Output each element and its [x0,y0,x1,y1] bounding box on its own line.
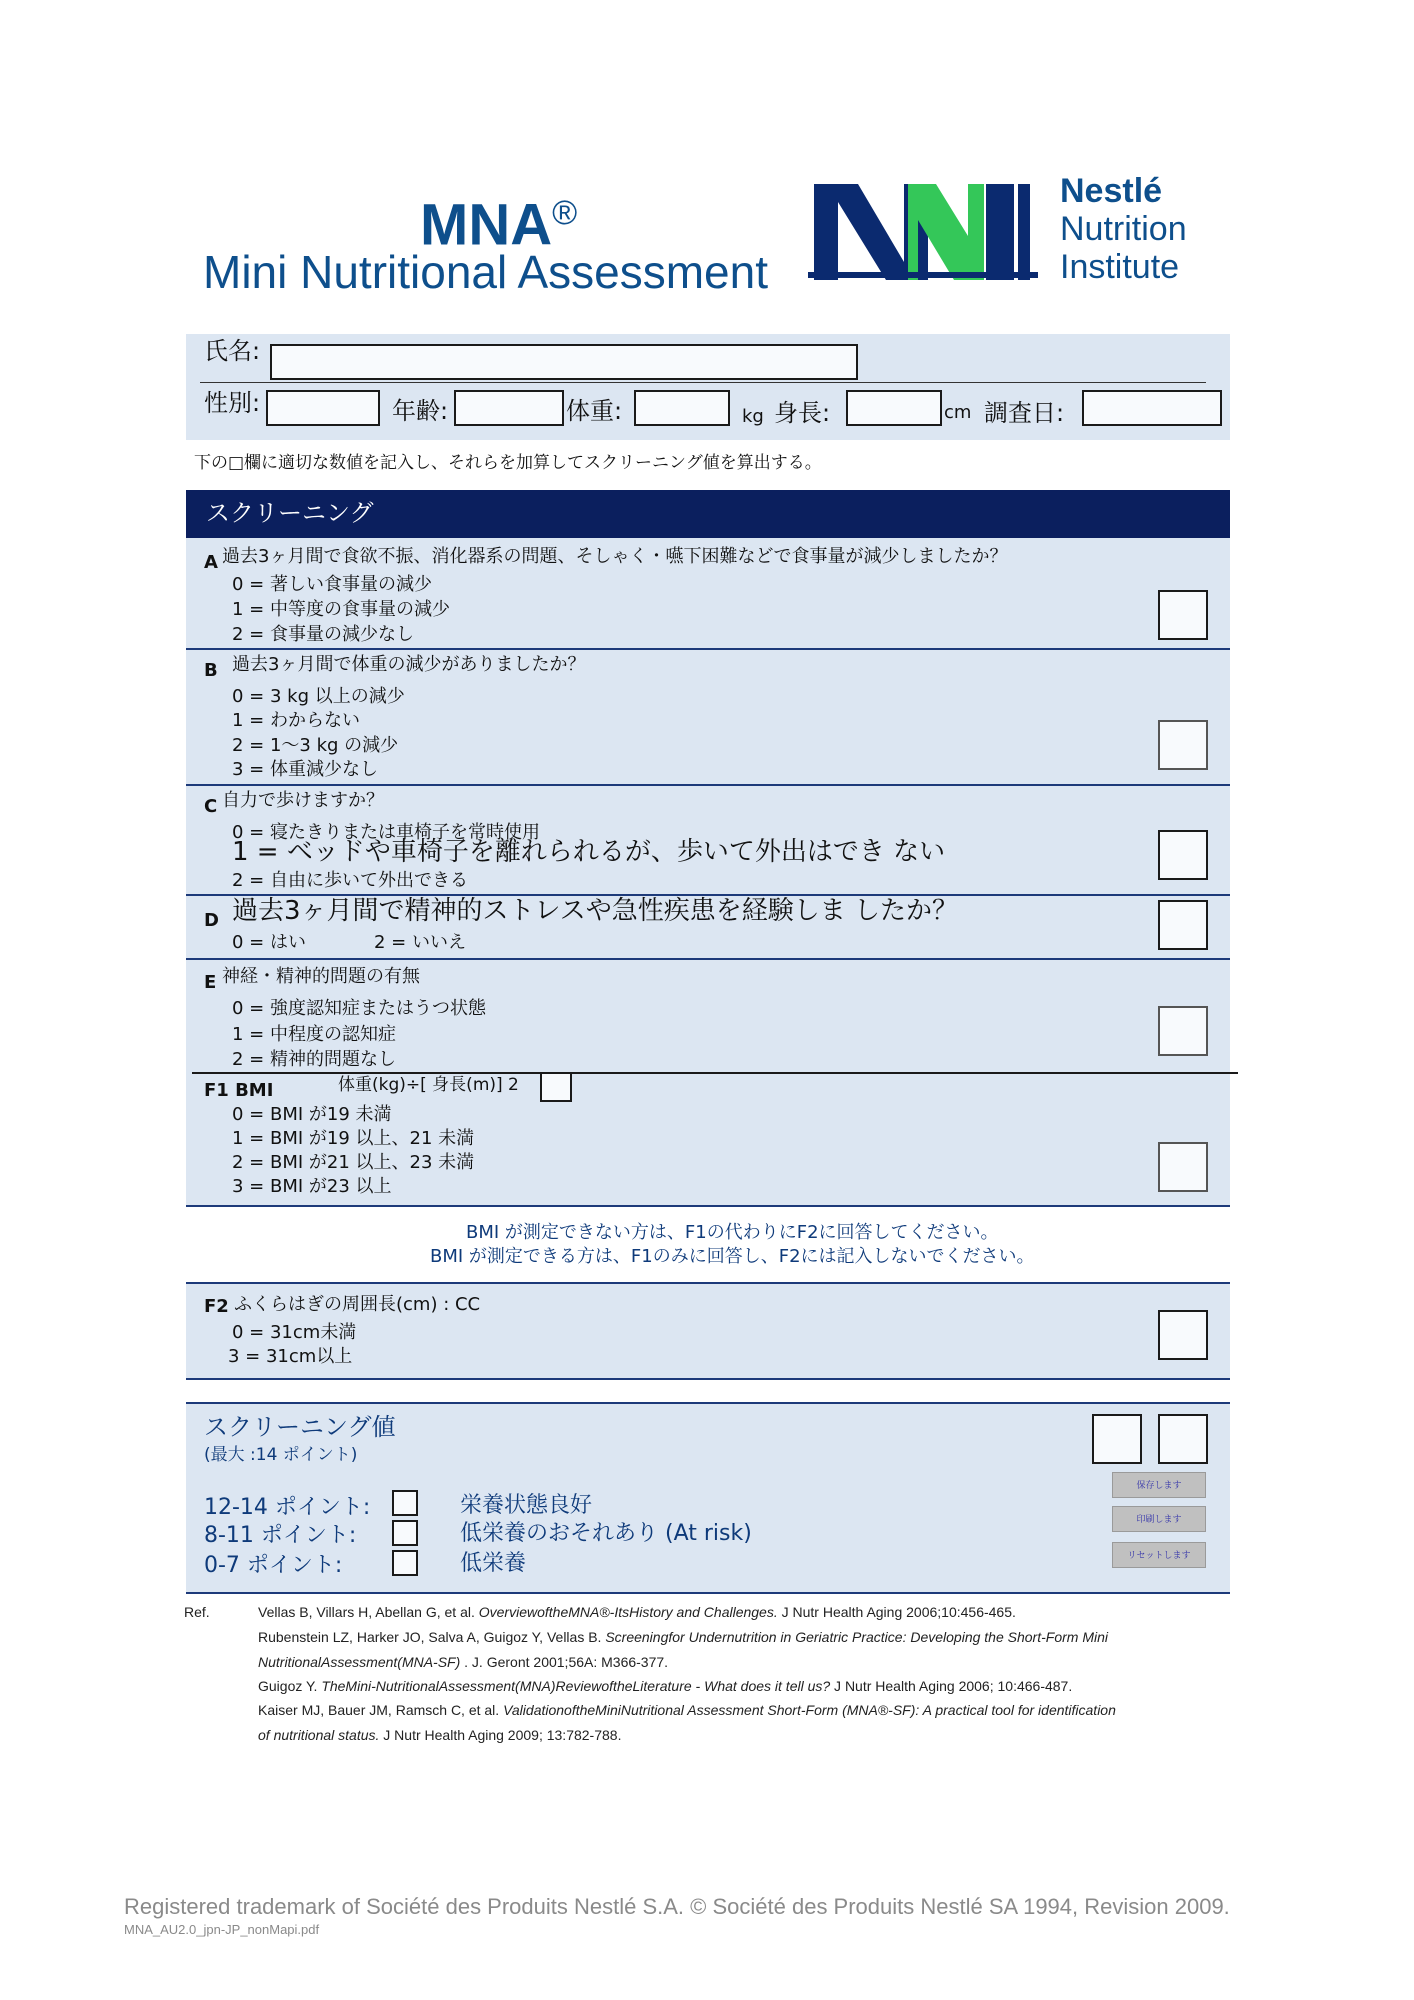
question-a-option-1: 1 = 中等度の食事量の減少 [232,599,450,620]
weight-field[interactable] [634,390,730,426]
file-name: MNA_AU2.0_jpn-JP_nonMapi.pdf [124,1922,320,1937]
score-range-normal: 12-14 ポイント: [204,1495,371,1520]
questions-panel [186,538,1230,1206]
references-label: Ref. [184,1604,210,1620]
question-e-letter: E [204,972,217,993]
reference-2: Rubenstein LZ, Harker JO, Salva A, Guigoz Y, Vellas B. Screeningfor Undernutrition in Geriatric Practice: Developing the Short-Form Mini [258,1629,1108,1645]
score-at-risk-checkbox[interactable] [392,1520,418,1546]
score-title: スクリーニング値 [204,1413,396,1441]
question-a-option-0: 0 = 著しい食事量の減少 [232,574,432,595]
score-range-malnourished: 0-7 ポイント: [204,1553,343,1578]
question-e-option-0: 0 = 強度認知症またはうつ状態 [232,998,486,1019]
height-field[interactable] [846,390,942,426]
question-a-option-2: 2 = 食事量の減少なし [232,624,414,645]
reference-2-cont: NutritionalAssessment(MNA-SF) . J. Geront 2001;56A: M366-377. [258,1654,669,1670]
divider-a-b [186,648,1230,650]
score-normal-checkbox[interactable] [392,1490,418,1516]
bmi-value-box[interactable] [540,1072,572,1102]
question-f2-option-0: 0 = 31cm未満 [232,1322,357,1343]
mna-subtitle: Mini Nutritional Assessment [203,246,768,298]
question-d-letter: D [204,910,219,931]
question-d-score-box[interactable] [1158,900,1208,950]
question-e-score-box[interactable] [1158,1006,1208,1056]
question-f1-option-3: 3 = BMI が23 以上 [232,1176,392,1197]
question-d-option-1: 2 = いいえ [374,932,466,953]
trademark-footer: Registered trademark of Société des Produits Nestlé S.A. © Société des Produits Nestlé SA 1994, Revision 2009. [124,1894,1230,1919]
score-label-malnourished: 低栄養 [460,1551,527,1576]
score-ones-box[interactable] [1158,1414,1208,1464]
divider-d-e [186,958,1230,960]
nestle-logo-line-3: Institute [1060,248,1180,286]
height-label: 身長: [774,399,831,427]
question-c-option-0: 0 = 寝たきりまたは車椅子を常時使用 [232,822,540,843]
question-f1-option-0: 0 = BMI が19 未満 [232,1104,392,1125]
reset-button[interactable]: リセットします [1112,1542,1206,1568]
score-malnourished-checkbox[interactable] [392,1550,418,1576]
question-f2-panel [186,1282,1230,1380]
question-b-option-0: 0 = 3 kg 以上の減少 [232,686,405,707]
score-max: (最大 :14 ポイント) [204,1445,358,1465]
sex-label: 性別: [204,389,261,417]
question-c-text: 自力で歩けますか？ [222,790,384,811]
screening-score-panel [186,1402,1230,1594]
question-a-score-box[interactable] [1158,590,1208,640]
question-c-letter: C [204,796,218,817]
bmi-note-1: BMI が測定できない方は、F1の代わりにF2に回答してください。 [466,1222,999,1243]
screening-header [186,490,1230,538]
question-f2-score-box[interactable] [1158,1310,1208,1360]
weight-unit: kg [742,406,764,427]
reference-4: Kaiser MJ, Bauer JM, Ramsch C, et al. ValidationoftheMiniNutritional Assessment Short-Form (MNA®-SF): A practical tool for identification [258,1702,1116,1718]
question-b-letter: B [204,660,218,681]
question-c-option-2: 2 = 自由に歩いて外出できる [232,870,468,891]
nni-logo-icon [808,172,1068,292]
question-b-option-3: 3 = 体重減少なし [232,759,378,780]
question-f1-score-box[interactable] [1158,1142,1208,1192]
age-field[interactable] [454,390,564,426]
question-e-option-1: 1 = 中程度の認知症 [232,1024,396,1045]
score-label-normal: 栄養状態良好 [460,1493,593,1518]
bmi-note-2: BMI が測定できる方は、F1のみに回答し、F2には記入しないでください。 [430,1246,1035,1267]
question-c-option-1: 1 = ベッドや車椅子を離れられるが、歩いて外出はでき ない [232,837,946,867]
question-e-text: 神経・精神的問題の有無 [222,966,420,987]
mna-title: MNA® [420,192,578,258]
question-c-score-box[interactable] [1158,830,1208,880]
name-label: 氏名: [204,337,261,365]
weight-label: 体重: [566,397,623,425]
divider-b-c [186,784,1230,786]
date-field[interactable] [1082,390,1222,426]
registered-mark: ® [552,194,578,232]
sex-field[interactable] [266,390,380,426]
nestle-logo-line-2: Nutrition [1060,210,1187,248]
score-tens-box[interactable] [1092,1414,1142,1464]
question-d-text: 過去3ヶ月間で精神的ストレスや急性疾患を経験しま したか？ [232,896,959,926]
age-label: 年齢: [392,397,449,425]
patient-info-panel [186,334,1230,440]
question-f1-option-2: 2 = BMI が21 以上、23 未満 [232,1152,475,1173]
name-underline [200,382,1206,383]
name-field[interactable] [270,344,858,380]
date-label: 調査日: [984,399,1065,427]
nestle-logo [808,172,1208,292]
divider-f1-bottom [186,1205,1230,1207]
question-f2-letter: F2 [204,1296,229,1317]
question-e-option-2: 2 = 精神的問題なし [232,1049,396,1070]
height-unit: cm [944,402,972,423]
instructions: 下の□欄に適切な数値を記入し、それらを加算してスクリーニング値を算出する。 [194,453,822,473]
question-f2-option-1: 3 = 31cm以上 [228,1346,353,1367]
reference-1: Vellas B, Villars H, Abellan G, et al. OverviewoftheMNA®-ItsHistory and Challenges. J Nutr Health Aging 2006;10:456-465. [258,1604,1016,1620]
nestle-logo-line-1: Nestlé [1060,172,1163,210]
question-b-text: 過去3ヶ月間で体重の減少がありましたか？ [232,654,586,675]
score-range-at-risk: 8-11 ポイント: [204,1523,357,1548]
reference-4-cont: of nutritional status. J Nutr Health Aging 2009; 13:782-788. [258,1727,622,1743]
question-f1-letter: F1 BMI [204,1080,274,1101]
question-f2-text: ふくらはぎの周囲長(cm) : CC [234,1294,481,1315]
save-button[interactable]: 保存します [1112,1472,1206,1498]
reference-3: Guigoz Y. TheMini-NutritionalAssessment(MNA)ReviewoftheLiterature - What does it tell us? J Nutr Health Aging 2006; 10:466-487. [258,1678,1073,1694]
divider-e-f1 [192,1072,1238,1074]
question-f1-formula: 体重(kg)÷[ 身長(m)] 2 [338,1075,519,1095]
score-label-at-risk: 低栄養のおそれあり (At risk) [460,1521,752,1546]
question-f1-option-1: 1 = BMI が19 以上、21 未満 [232,1128,475,1149]
question-d-option-0: 0 = はい [232,932,306,953]
question-a-letter: A [204,552,218,573]
print-button[interactable]: 印刷します [1112,1506,1206,1532]
question-b-option-1: 1 = わからない [232,710,360,731]
question-b-option-2: 2 = 1～3 kg の減少 [232,735,399,756]
question-b-score-box[interactable] [1158,720,1208,770]
screening-header-label: スクリーニング [206,499,374,527]
question-a-text: 過去3ヶ月間で食欲不振、消化器系の問題、そしゃく・嚥下困難などで食事量が減少しましたか？ [222,546,1008,567]
